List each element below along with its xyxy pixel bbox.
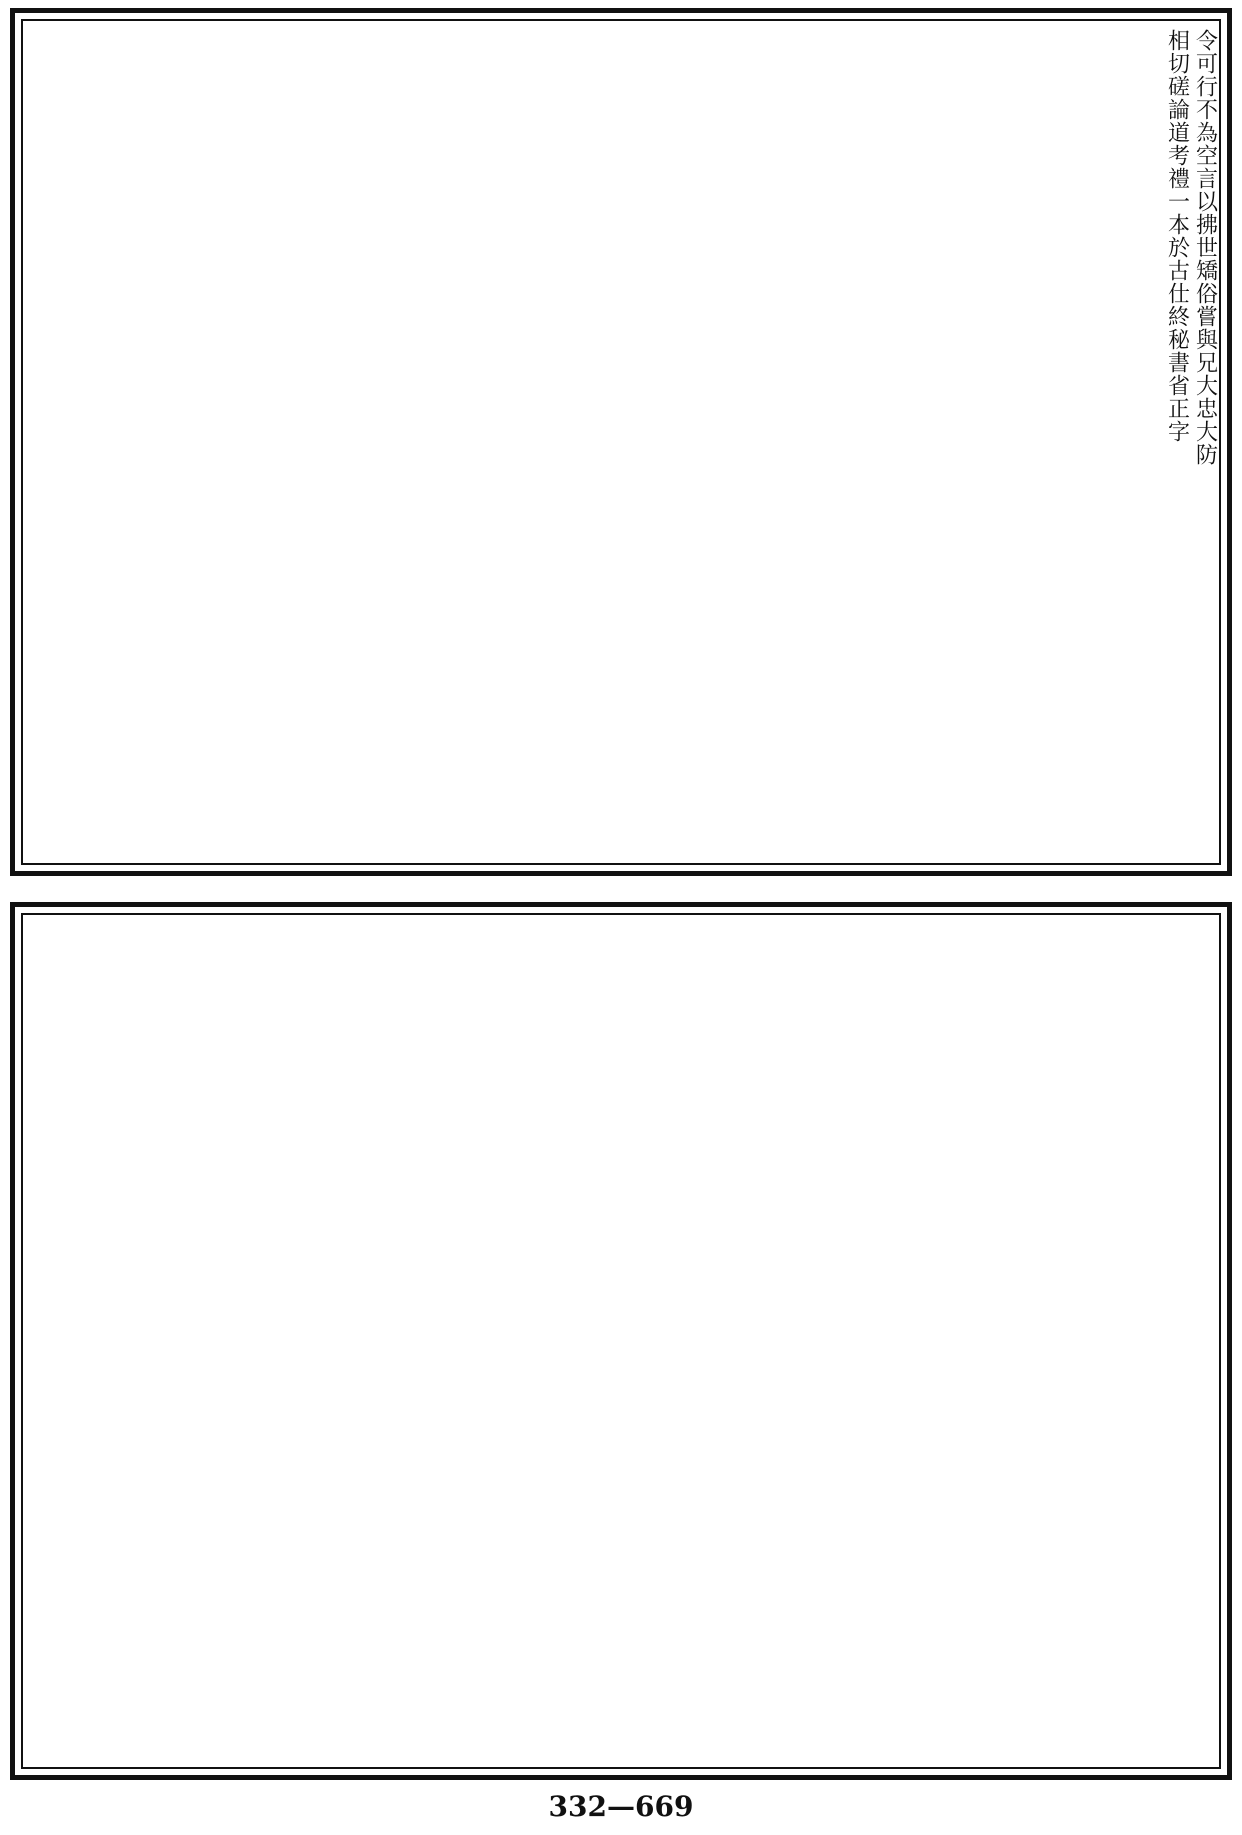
- commentary-line: 令可行不為空言以拂世矯俗嘗與兄大忠大防: [1192, 29, 1218, 466]
- top-page-columns: [23, 21, 1219, 863]
- commentary: [1166, 29, 1216, 466]
- right-column-1: [1162, 21, 1219, 863]
- page-number: 332—669: [548, 1790, 694, 1823]
- commentary-line: 相切磋論道考禮一本於古仕終秘書省正字: [1164, 29, 1190, 443]
- bottom-page-frame: [21, 913, 1221, 1769]
- bottom-page-columns: [23, 915, 1219, 1767]
- top-page: [10, 8, 1232, 876]
- top-page-frame: [21, 19, 1221, 865]
- bottom-page: [10, 902, 1232, 1780]
